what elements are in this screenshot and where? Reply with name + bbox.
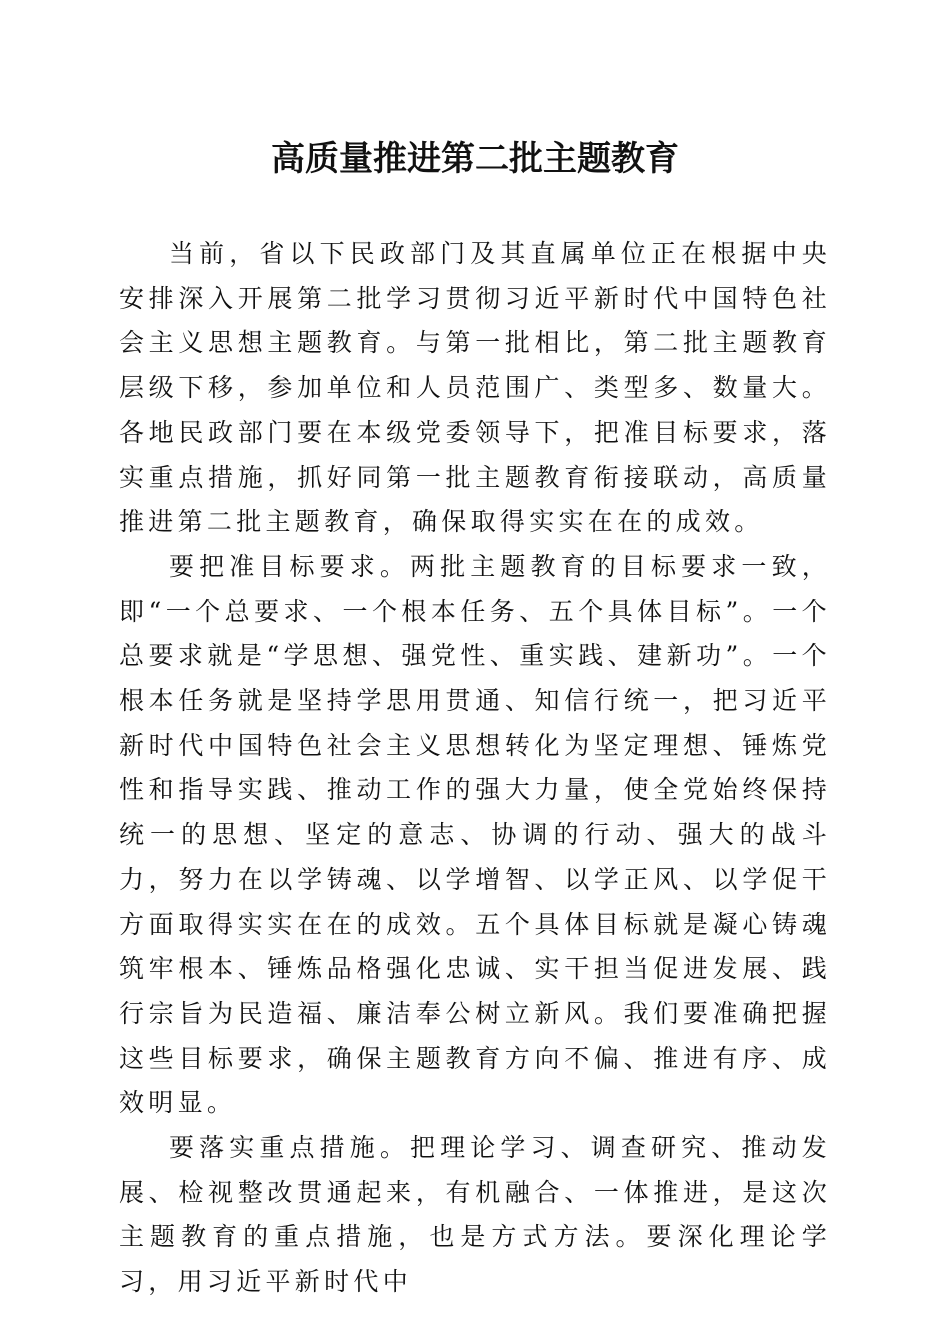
document-title: 高质量推进第二批主题教育 — [271, 139, 679, 179]
paragraph-measures: 要落实重点措施。把理论学习、调查研究、推动发展、检视整改贯通起来，有机融合、一体推进，是这次主题教育的重点措施，也是方式方法。要深化理论学习，用习近平新时代中 — [119, 1133, 831, 1297]
paragraph-intro: 当前，省以下民政部门及其直属单位正在根据中央安排深入开展第二批学习贯彻习近平新时代中国特色社会主义思想主题教育。与第一批相比，第二批主题教育层级下移，参加单位和人员范围广、类型多、数量大。各地民政部门要在本级党委领导下，把准目标要求，落实重点措施，抓好同第一批主题教育衔接联动，高质量推进第二批主题教育，确保取得实实在在的成效。 — [119, 239, 831, 537]
paragraph-goals: 要把准目标要求。两批主题教育的目标要求一致，即“一个总要求、一个根本任务、五个具体目标”。一个总要求就是“学思想、强党性、重实践、建新功”。一个根本任务就是坚持学思用贯通、知信行统一，把习近平新时代中国特色社会主义思想转化为坚定理想、锤炼党性和指导实践、推动工作的强大力量，使全党始终保持统一的思想、坚定的意志、协调的行动、强大的战斗力，努力在以学铸魂、以学增智、以学正风、以学促干方面取得实实在在的成效。五个具体目标就是凝心铸魂筑牢根本、锤炼品格强化忠诚、实干担当促进发展、践行宗旨为民造福、廉洁奉公树立新风。我们要准确把握这些目标要求，确保主题教育方向不偏、推进有序、成效明显。 — [119, 551, 831, 1118]
document-body — [119, 232, 831, 1305]
